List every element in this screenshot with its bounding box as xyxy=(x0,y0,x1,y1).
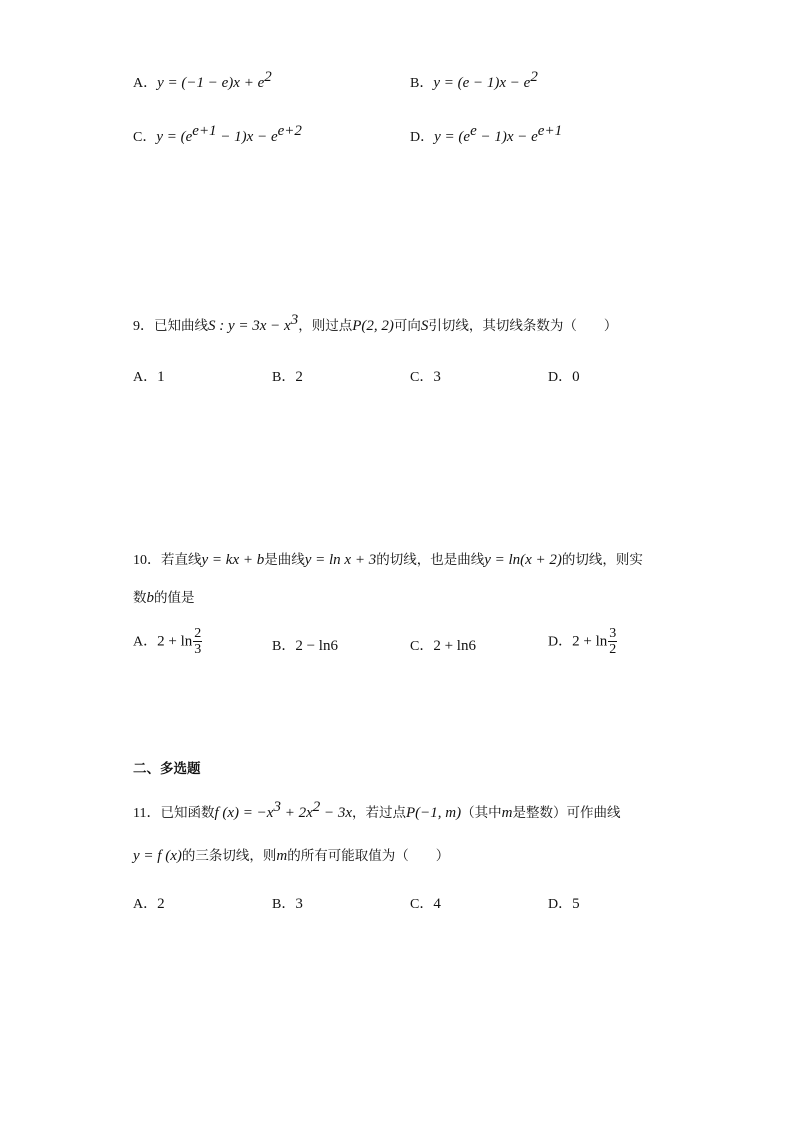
q9-option-c: C．3 xyxy=(410,369,441,385)
q9-stem: 9．已知曲线S : $y = 3x - x^3$，则过点P(2, 2)可向S引切线，其切线条数为（ ） xyxy=(133,312,618,334)
q11-option-b: B．3 xyxy=(272,896,303,912)
q8-option-d: D．$y = (e^e - 1)x - e^{e+1}$ xyxy=(410,123,563,145)
q10-option-d: D．2 + ln $\frac{3}{2}$ xyxy=(548,626,617,657)
q8-option-a: A．$y = (-1 - e)x + e^2$ xyxy=(133,69,272,91)
q10-option-b: B．2 − ln6 xyxy=(272,638,338,654)
q11-option-c: C．4 xyxy=(410,896,441,912)
q10-option-c: C．2 + ln6 xyxy=(410,638,476,654)
q11-option-a: A．2 xyxy=(133,896,165,912)
fraction: $\frac{2}{3}$ xyxy=(194,626,202,657)
q8-option-c: C．$y = (e^{e+1} - 1)x - e^{e+2}$ xyxy=(133,123,302,145)
q11-option-d: D．5 xyxy=(548,896,580,912)
q10-option-a: A．2 + ln $\frac{2}{3}$ xyxy=(133,626,202,657)
q10-stem-line2: 数b的值是 xyxy=(133,590,195,606)
q11-stem-line1: 11．已知函数f $(x) = -x^3 + 2x^2 - 3x$，若过点P(−1, m)（其中m是整数）可作曲线 xyxy=(133,799,621,821)
q11-stem-line2: y = f (x)的三条切线，则m的所有可能取值为（ ） xyxy=(133,848,450,864)
q8-option-b: B．$y = (e - 1)x - e^2$ xyxy=(410,69,538,91)
fraction: $\frac{3}{2}$ xyxy=(609,626,617,657)
q9-option-d: D．0 xyxy=(548,369,580,385)
q9-option-b: B．2 xyxy=(272,369,303,385)
q10-stem-line1: 10．若直线y = kx + b是曲线y = ln x + 3的切线，也是曲线y = ln(x + 2)的切线，则实 xyxy=(133,552,643,568)
section-heading: 二、多选题 xyxy=(133,761,201,777)
q9-option-a: A．1 xyxy=(133,369,165,385)
